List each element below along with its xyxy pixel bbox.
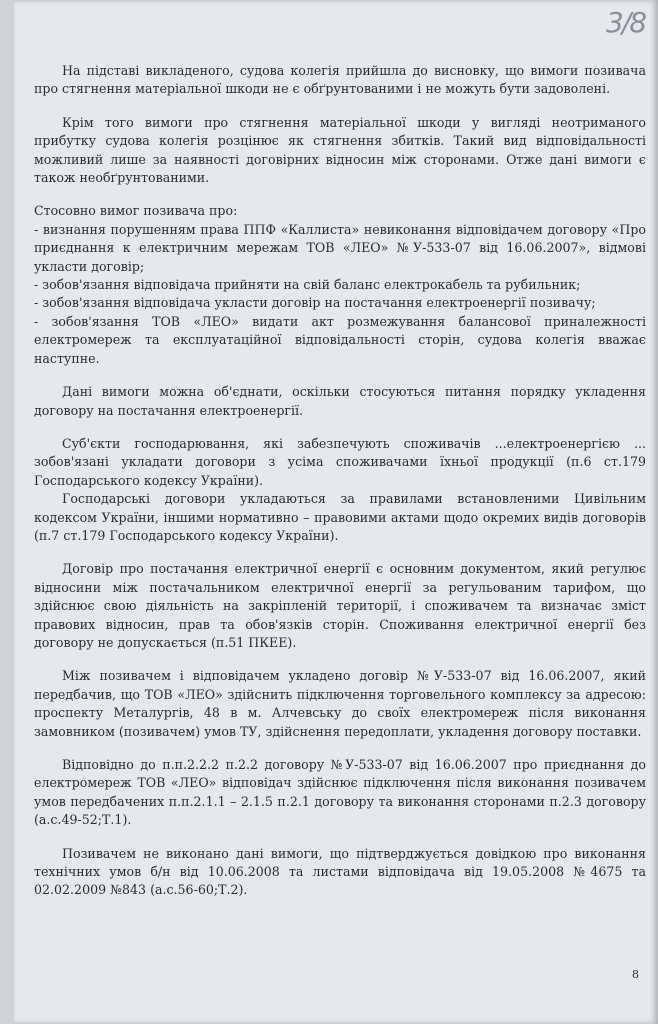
claim-item: - зобов'язання відповідача прийняти на свій баланс електрокабель та рубильник; [34, 277, 581, 293]
claim-item: - зобов'язання ТОВ «ЛЕО» видати акт розмежування балансової приналежності електромереж та експлуатаційної відповідальності сторін, судова колегія вважає наступне. [34, 313, 646, 366]
document-body [34, 62, 646, 915]
paragraph-connection-terms: Відповідно до п.п.2.2.2 п.2.2 договору №У-533-07 від 16.06.2007 про приєднання до електромереж ТОВ «ЛЕО» відповідач здійснює підключення після виконання позивачем умов передбачених п.п.2.1.1 – 2.1.5 п.2.1 договору та виконання сторонами п.2.3 договору (а.с.49-52;Т.1). [34, 757, 646, 828]
document-page [14, 0, 658, 1024]
claim-item: - визнання порушенням права ППФ «Каллиста» невиконання відповідачем договору «Про приєднання к електричним мережам ТОВ «ЛЕО» №У-533-07 від 16.06.2007», відмові укласти договір; [34, 221, 646, 274]
claims-intro: Стосовно вимог позивача про: [34, 203, 238, 219]
claim-item: - зобов'язання відповідача укласти договір на постачання електроенергії позивачу; [34, 295, 596, 311]
paragraph-supply-contract: Договір про постачання електричної енергії є основним документом, який регулює відносини між постачальником електричної енергії за регульованим тарифом, що здійснює свою діяльність на закріпленій території, і споживачем та визначає зміст правових відносин, прав та обов'язків сторін. Споживання електричної енергії без договору не допускається (п.51 ПКЕЕ). [34, 561, 646, 650]
paragraph-subjects: Суб'єкти господарювання, які забезпечують споживачів ...електроенергією ... зобов'язані укладати договори з усіма споживачами їхньої продукції (п.6 ст.179 Господарського кодексу України). [34, 435, 646, 488]
paragraph-not-fulfilled: Позивачем не виконано дані вимоги, що підтверджується довідкою про виконання технічних умов б/н від 10.06.2008 та листами відповідача від 19.05.2008 №4675 та 02.02.2009 №843 (а.с.56-60;Т.2). [34, 845, 646, 898]
paragraph-combine-claims: Дані вимоги можна об'єднати, оскільки стосуються питання порядку укладення договору на постачання електроенергії. [34, 384, 646, 418]
paragraph-conclusion: На підставі викладеного, судова колегія прийшла до висновку, що вимоги позивача про стягнення матеріальної шкоди не є обґрунтованими і не можуть бути задоволені. [34, 63, 646, 97]
paragraph-lost-profit: Крім того вимоги про стягнення матеріальної шкоди у вигляді неотриманого прибутку судова колегія розцінює як стягнення збитків. Такий вид відповідальності можливий лише за наявності договірних відносин між сторонами. Отже дані вимоги є також необґрунтованими. [34, 114, 646, 186]
page-number: 8 [632, 968, 639, 981]
paragraph-contract-concluded: Між позивачем і відповідачем укладено договір №У-533-07 від 16.06.2007, який передбачив, що ТОВ «ЛЕО» здійснить підключення торговельного комплексу за адресою: проспекту Металургів, 48 в м. Алчевську до своїх електромереж після виконання замовником (позивачем) умов ТУ, здійснення передоплати, укладення договору поставки. [34, 668, 646, 739]
paragraph-contracts-rules: Господарські договори укладаються за правилами встановленими Цивільним кодексом України, іншими нормативно – правовими актами щодо окремих видів договорів (п.7 ст.179 Господарського кодексу України). [34, 491, 646, 543]
handwritten-page-mark: 3/8 [606, 6, 646, 39]
